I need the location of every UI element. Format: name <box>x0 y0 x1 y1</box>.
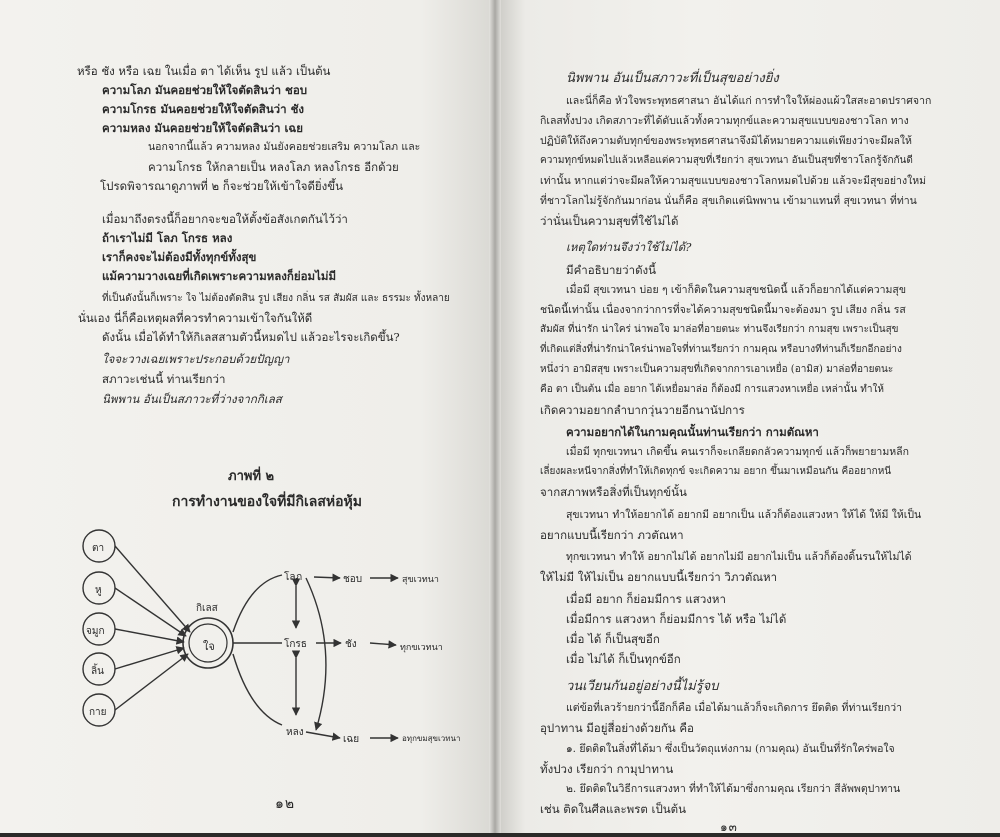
left-text-line: ที่เป็นดังนั้นก็เพราะ ใจ ไม่ต้องตัดสิน รูป เสียง กลิ่น รส สัมผัส และ ธรรมะ ทั้งหลาย <box>102 293 450 304</box>
right-text-line: เลี่ยงผละหนีจากสิ่งที่ทำให้เกิดทุกข์ จะเกิดความ อยาก ขึ้นมาเหมือนกัน คืออยากหนี <box>540 466 892 477</box>
right-text-line: ทั้งปวง เรียกว่า กามุปาทาน <box>540 762 674 776</box>
left-text-line: โปรดพิจารณาดูภาพที่ ๒ ก็จะช่วยให้เข้าใจดียิ่งขึ้น <box>100 179 343 193</box>
right-text-line: หนึ่งว่า อามิสสุข เพราะเป็นความสุขที่เกิดจากการเอาเหยื่อ (อามิส) มาล่อที่อายตนะ <box>540 364 894 375</box>
right-text-line: เมื่อมี สุขเวทนา บ่อย ๆ เข้าก็ติดในความสุขชนิดนี้ แล้วก็อยากได้แต่ความสุข <box>566 284 907 296</box>
sense-label-eye: ตา <box>92 543 105 554</box>
left-text-line: เมื่อมาถึงตรงนี้ก็อยากจะขอให้ตั้งข้อสังเกตกันไว้ว่า <box>102 212 348 226</box>
right-text-line: เมื่อมี อยาก ก็ย่อมมีการ แสวงหา <box>566 592 726 606</box>
reaction-label-like: ชอบ <box>343 574 363 585</box>
right-text-line: ที่ชาวโลกไม่รู้จักกันมาก่อน นั่นก็คือ สุขเกิดแต่นิพพาน เข้ามาแทนที่ สุขเวทนา ที่ท่าน <box>540 195 917 207</box>
feeling-label-painful: ทุกขเวทนา <box>400 643 443 653</box>
right-text-line: ว่านั่นเป็นความสุขที่ใช้ไม่ได้ <box>540 214 679 228</box>
left-text-line: สภาวะเช่นนี้ ท่านเรียกว่า <box>102 372 226 386</box>
defilement-label-delusion: หลง <box>286 727 304 738</box>
right-text-line: เท่านั้น หากแต่ว่าจะมีผลให้ความสุขแบบของชาวโลกหมดไปด้วย แล้วจะมีสุขอย่างใหม่ <box>540 175 927 187</box>
left-text-line: แม้ความวางเฉยที่เกิดเพราะความหลงก็ย่อมไม่มี <box>102 269 337 283</box>
right-text-line: ความทุกข์หมดไปแล้วเหลือแต่ความสุขที่เรียกว่า สุขเวทนา อันเป็นสุขที่ชาวโลกรู้จักกันดี <box>540 155 913 166</box>
right-text-line: สัมผัส ที่น่ารัก น่าใคร่ น่าพอใจ มาล่อที่อายตนะ ท่านจึงเรียกว่า กามสุข เพราะเป็นสุข <box>540 324 899 335</box>
left-text-line: ความโกรธ ให้กลายเป็น หลงโลภ หลงโกรธ อีกด้วย <box>148 160 399 174</box>
page-number-right: ๑๓ <box>720 820 738 834</box>
right-text-line: เหตุใดท่านจึงว่าใช้ไม่ได้? <box>566 240 692 254</box>
sense-label-nose: จมูก <box>86 626 105 637</box>
left-text-line: ความหลง มันคอยช่วยให้ใจตัดสินว่า เฉย <box>102 121 304 135</box>
right-text-line: คือ ตา เป็นต้น เมื่อ อยาก ได้เหยื่อมาล่อ ก็ต้องมี การแสวงหาเหยื่อ เหล่านั้น ทำให้ <box>540 384 884 395</box>
mind-label: ใจ <box>203 640 215 653</box>
right-text-line: แต่ข้อที่เลวร้ายกว่านี้อีกก็คือ เมื่อได้มาแล้วก็จะเกิดการ ยึดติด ที่ท่านเรียกว่า <box>566 702 902 714</box>
left-text-line: หรือ ชัง หรือ เฉย ในเมื่อ ตา ได้เห็น รูป แล้ว เป็นต้น <box>77 64 331 78</box>
right-text-line: ปฏิบัติให้ถึงความดับทุกข์ของพระพุทธศาสนาจึงมิได้หมายความแต่เพียงว่าจะมีผลให้ <box>540 135 912 147</box>
figure-title: การทำงานของใจที่มีกิเลสห่อหุ้ม <box>172 494 363 510</box>
right-text-line: ความอยากได้ในกามคุณนั้นท่านเรียกว่า กามตัณหา <box>566 425 819 439</box>
left-text-line: นิพพาน อันเป็นสภาวะที่ว่างจากกิเลส <box>102 392 282 406</box>
left-text-line: นั่นเอง นี่ก็คือเหตุผลที่ควรทำความเข้าใจกันให้ดี <box>78 311 313 325</box>
kilesa-label: กิเลส <box>196 603 218 614</box>
feeling-label-pleasant: สุขเวทนา <box>402 575 439 585</box>
right-text-line: ๒. ยึดติดในวิธีการแสวงหา ที่ทำให้ได้มาซึ่งกามคุณ เรียกว่า สีลัพพตุปาทาน <box>566 783 901 795</box>
right-text-line: และนี่ก็คือ หัวใจพระพุทธศาสนา อันได้แก่ การทำใจให้ผ่องแผ้วใสสะอาดปราศจาก <box>566 95 932 107</box>
left-text-line: ความโลภ มันคอยช่วยให้ใจตัดสินว่า ชอบ <box>102 83 308 97</box>
right-text-line: มีคำอธิบายว่าดังนี้ <box>566 263 657 277</box>
right-text-line: อยากแบบนี้เรียกว่า ภวตัณหา <box>540 528 684 542</box>
right-text-line: ๑. ยึดติดในสิ่งที่ได้มา ซึ่งเป็นวัตถุแห่งกาม (กามคุณ) อันเป็นที่รักใคร่พอใจ <box>566 743 895 755</box>
page-number-left: ๑๒ <box>275 796 296 812</box>
right-text-line: นิพพาน อันเป็นสภาวะที่เป็นสุขอย่างยิ่ง <box>566 71 779 86</box>
right-text-line: ชนิดนี้เท่านั้น เนื่องจากว่าการที่จะได้ความสุขชนิดนี้มาจะต้องมา รูป เสียง กลิ่น รส <box>540 304 906 316</box>
sense-label-tongue: ลิ้น <box>91 666 104 677</box>
right-text-line: เกิดความอยากลำบากวุ่นวายอีกนานัปการ <box>540 403 745 417</box>
right-text-line: อุปาทาน มีอยู่สี่อย่างด้วยกัน คือ <box>540 721 694 735</box>
right-text-line: วนเวียนกันอยู่อย่างนี้ไม่รู้จบ <box>566 679 719 694</box>
right-text-line: เมื่อ ได้ ก็เป็นสุขอีก <box>566 632 660 646</box>
right-text-line: ที่เกิดแต่สิ่งที่น่ารักน่าใคร่น่าพอใจที่ท่านเรียกว่า กามคุณ หรือบางทีท่านก็เรียกอีกอย่าง <box>540 344 902 355</box>
right-text-line: เมื่อ ไม่ได้ ก็เป็นทุกข์อีก <box>566 652 681 666</box>
right-text-line: เมื่อมี ทุกขเวทนา เกิดขึ้น คนเราก็จะเกลียดกลัวความทุกข์ แล้วก็พยายามหลีก <box>566 446 909 458</box>
reaction-label-indifferent: เฉย <box>343 734 360 745</box>
left-text-line: ความโกรธ มันคอยช่วยให้ใจตัดสินว่า ชัง <box>102 102 305 116</box>
reaction-label-dislike: ชัง <box>345 639 357 650</box>
sense-label-body: กาย <box>89 707 107 718</box>
sense-label-ear: หู <box>95 585 102 596</box>
left-text-line: นอกจากนี้แล้ว ความหลง มันยังคอยช่วยเสริม ความโลภ และ <box>148 141 421 153</box>
figure-number: ภาพที่ ๒ <box>228 469 275 484</box>
right-text-line: เช่น ติดในศีลและพรต เป็นต้น <box>540 802 686 816</box>
defilement-label-greed: โลภ <box>284 572 303 583</box>
right-text-line: ทุกขเวทนา ทำให้ อยากไม่ได้ อยากไม่มี อยากไม่เป็น แล้วก็ต้องดิ้นรนให้ไม่ได้ <box>566 551 912 563</box>
left-text-line: เราก็คงจะไม่ต้องมีทั้งทุกข์ทั้งสุข <box>102 250 257 264</box>
feeling-label-neutral: อทุกขมสุขเวทนา <box>402 734 461 743</box>
right-text-line: ให้ไม่มี ให้ไม่เป็น อยากแบบนี้เรียกว่า วิภวตัณหา <box>540 570 778 584</box>
defilement-label-anger: โกรธ <box>284 639 307 650</box>
right-text-line: เมื่อมีการ แสวงหา ก็ย่อมมีการ ได้ หรือ ไม่ได้ <box>566 612 787 626</box>
right-text-line: จากสภาพหรือสิ่งที่เป็นทุกข์นั้น <box>540 485 687 499</box>
right-text-line: สุขเวทนา ทำให้อยากได้ อยากมี อยากเป็น แล้วก็ต้องแสวงหา ให้ได้ ให้มี ให้เป็น <box>566 509 922 521</box>
left-text-line: ถ้าเราไม่มี โลภ โกรธ หลง <box>102 231 233 245</box>
right-text-line: กิเลสทั้งปวง เกิดสภาวะที่ได้ดับแล้วทั้งความทุกข์และความสุขแบบของชาวโลก ทาง <box>540 115 909 127</box>
left-text-line: ดังนั้น เมื่อได้ทำให้กิเลสสามตัวนี้หมดไป แล้วอะไรจะเกิดขึ้น? <box>102 330 400 344</box>
left-text-line: ใจจะวางเฉยเพราะประกอบด้วยปัญญา <box>102 352 290 366</box>
